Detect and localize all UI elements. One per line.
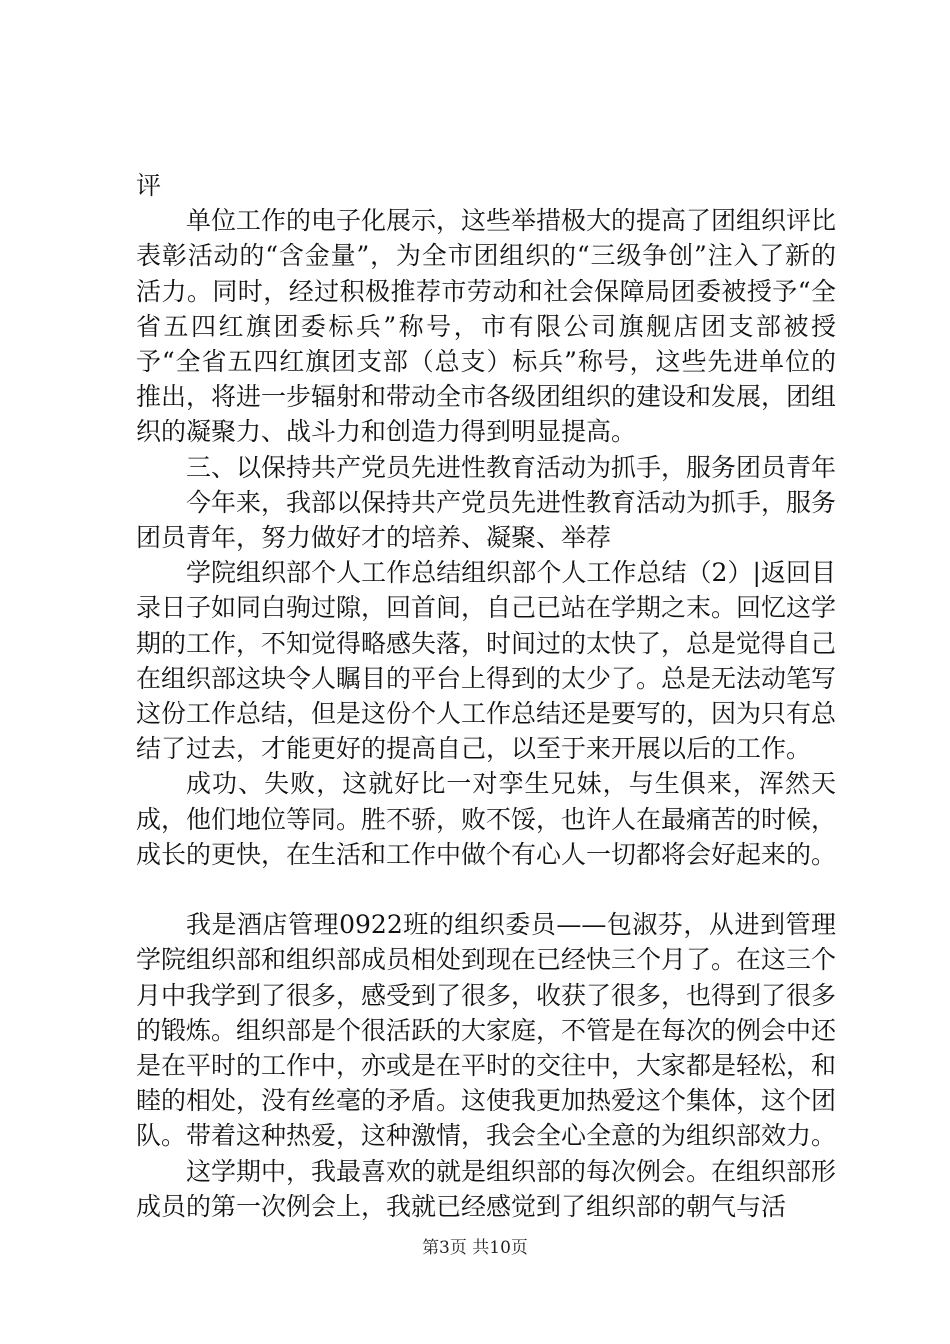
paragraph: 单位工作的电子化展示，这些举措极大的提高了团组织评比表彰活动的“含金量”，为全市团组织的“三级争创”注入了新的活力。同时，经过积极推荐市劳动和社会保障局团委被授予“全省五四红旗团委标兵”称号，市有限公司旗舰店团支部被授予“全省五四红旗团支部（总支）标兵”称号，这些先进单位的推出，将进一步辐射和带动全市各级团组织的建设和发展，团组织的凝聚力、战斗力和创造力得到明显提高。 <box>136 206 837 447</box>
paragraph: 这学期中，我最喜欢的就是组织部的每次例会。在组织部形成员的第一次例会上，我就已经感觉到了组织部的朝气与活 <box>136 1156 837 1221</box>
paragraph: 评 <box>136 171 162 200</box>
page-footer: 第3页 共10页 <box>422 1238 528 1258</box>
paragraph: 我是酒店管理0922班的组织委员——包淑芬，从进到管理学院组织部和组织部成员相处到现在已经快三个月了。在这三个月中我学到了很多，感受到了很多，收获了很多，也得到了很多的锻炼。组织部是个很活跃的大家庭，不管是在每次的例会中还是在平时的工作中，亦或是在平时的交往中，大家都是轻松，和睦的相处，没有丝毫的矛盾。这使我更加热爱这个集体，这个团队。带着这种热爱，这种激情，我会全心全意的为组织部效力。 <box>136 910 837 1151</box>
paragraph: 学院组织部个人工作总结组织部个人工作总结（2）|返回目录日子如同白驹过隙，回首间，自己已站在学期之末。回忆这学期的工作，不知觉得略感失落，时间过的太快了，总是觉得自己在组织部这块令人瞩目的平台上得到的太少了。总是无法动笔写这份工作总结，但是这份个人工作总结还是要写的，因为只有总结了过去，才能更好的提高自己，以至于来开展以后的工作。 <box>136 558 837 764</box>
paragraph: 成功、失败，这就好比一对孪生兄妹，与生俱来，浑然天成，他们地位等同。胜不骄，败不馁，也许人在最痛苦的时候，成长的更快，在生活和工作中做个有心人一切都将会好起来的。 <box>136 769 837 869</box>
paragraph: 三、以保持共产党员先进性教育活动为抓手，服务团员青年 <box>186 452 837 482</box>
paragraph: 今年来，我部以保持共产党员先进性教育活动为抓手，服务团员青年，努力做好才的培养、凝聚、举荐 <box>136 487 837 553</box>
document-body <box>136 168 836 1224</box>
blank-line <box>136 872 836 907</box>
